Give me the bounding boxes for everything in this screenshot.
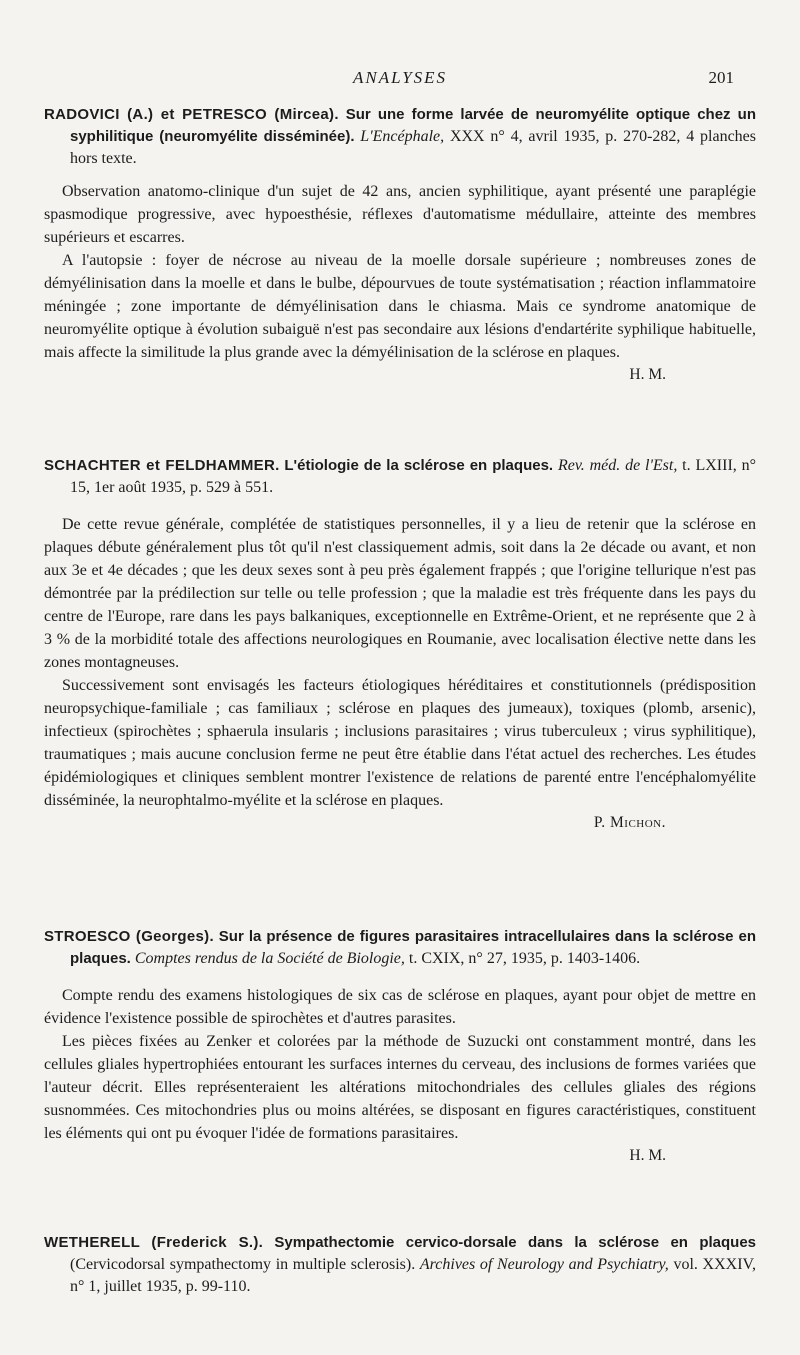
citation bbox=[44, 104, 756, 170]
citation bbox=[44, 455, 756, 499]
running-title: ANALYSES bbox=[352, 68, 448, 87]
abstract-paragraph: A l'autopsie : foyer de nécrose au niveau de la moelle dorsale supérieure ; nombreuses zones de démyélinisation dans la moelle et dans le bulbe, dépourvues de toute systématisation ; réaction inflammatoire méningée ; zone importante de démyélinisation dans le chiasma. Mais ce syndrome anatomique de neuromyélite optique à évolution subaiguë n'est pas secondaire aux lésions d'endartérite syphilique habituelle, mais affecte la similitude la plus grande avec la démyélinisation de la sclérose en plaques. bbox=[44, 252, 756, 361]
citation-journal: Rev. méd. de l'Est, bbox=[557, 457, 678, 474]
citation-details: vol. XXXIV, n° 1, juillet 1935, p. 99-110. bbox=[70, 1256, 757, 1295]
citation-journal: L'Encéphale, bbox=[360, 128, 445, 145]
citation-title: Sympathectomie cervico-dorsale dans la sclérose en plaques bbox=[274, 1234, 757, 1251]
page-number: 201 bbox=[708, 68, 734, 87]
citation-journal: Archives of Neurology and Psychiatry, bbox=[419, 1256, 669, 1273]
abstract-paragraph: Observation anatomo-clinique d'un sujet de 42 ans, ancien syphilitique, ayant présenté une paraplégie spasmodique progressive, avec hypoesthésie, réflexes d'automatisme médullaire, atteinte des membres supérieurs et escarres. bbox=[44, 183, 756, 246]
reviewer-signature: P. Michon. bbox=[593, 814, 666, 831]
citation-title: Sur la présence de figures parasitaires intracellulaires dans la sclérose en plaques. bbox=[70, 928, 757, 967]
abstract-paragraph: De cette revue générale, complétée de statistiques personnelles, il y a lieu de retenir que la sclérose en plaques débute généralement plus tôt qu'il n'est classiquement admis, soit dans la 2e décade ou avant, et non aux 3e et 4e décades ; que les deux sexes sont à peu près également frappés ; que l'origine tellurique n'est pas démontrée par la prédilection sur telle ou telle profession ; que la maladie est très fréquente dans les pays du centre de l'Europe, rare dans les pays balkaniques, exceptionnelle en Extrême-Orient, et ne représente que 2 à 3 % de la morbidité totale des affections neurologiques en Roumanie, avec localisation élective nette dans les zones montagneuses. bbox=[44, 516, 756, 671]
citation-details: XXX n° 4, avril 1935, p. 270-282, 4 planches hors texte. bbox=[70, 128, 756, 167]
citation-title: Sur une forme larvée de neuromyélite optique chez un syphilitique (neuromyélite disséminée). bbox=[70, 106, 756, 145]
abstract-entry-stroesco bbox=[44, 926, 756, 1167]
reviewer-signature: H. M. bbox=[629, 366, 666, 383]
abstract-entry-radovici bbox=[44, 104, 756, 386]
citation-details: t. LXIII, n° 15, 1er août 1935, p. 529 à 551. bbox=[70, 457, 757, 496]
abstract-paragraph: Successivement sont envisagés les facteurs étiologiques héréditaires et constitutionnels (prédisposition neuropsychique-familiale ; cas familiaux ; sclérose en plaques des jumeaux), toxiques (plomb, arsenic), infectieux (spirochètes ; sphaerula insularis ; inclusions parasitaires ; virus tuberculeux ; virus syphilitique), traumatiques ; mais aucune conclusion ferme ne peut être établie dans l'état actuel des recherches. Les études épidémiologiques et cliniques semblent montrer l'existence de relations de parenté entre l'encéphalomyélite disséminée, la neurophtalmo-myélite et la sclérose en plaques. bbox=[44, 677, 756, 809]
citation-details: t. CXIX, n° 27, 1935, p. 1403-1406. bbox=[408, 950, 641, 967]
citation-title-translation: (Cervicodorsal sympathectomy in multiple sclerosis). bbox=[70, 1256, 416, 1273]
abstract-paragraph: Les pièces fixées au Zenker et colorées par la méthode de Suzucki ont constamment montré, dans les cellules gliales hypertrophiées entourant les surfaces internes du cerveau, des inclusions de formes variées que l'auteur décrit. Elles représenteraient les altérations mitochondriales des cellules gliales des régions susnommées. Ces mitochondries plus ou moins altérées, se disposant en figures caractéristiques, constituent les éléments qui ont pu évoquer l'idée de formations parasitaires. bbox=[44, 1033, 756, 1142]
abstract-paragraph: Compte rendu des examens histologiques de six cas de sclérose en plaques, ayant pour objet de mettre en évidence l'existence possible de spirochètes et d'autres parasites. bbox=[44, 987, 756, 1027]
citation-authors: WETHERELL (Frederick S.). bbox=[44, 1234, 264, 1251]
citation-authors: STROESCO (Georges). bbox=[44, 928, 214, 945]
citation-title: L'étiologie de la sclérose en plaques. bbox=[284, 457, 554, 474]
reviewer-signature: H. M. bbox=[629, 1147, 666, 1164]
abstract-entry-wetherell bbox=[44, 1232, 756, 1298]
citation bbox=[44, 926, 756, 970]
citation-authors: SCHACHTER et FELDHAMMER. bbox=[44, 457, 280, 474]
abstract-entry-schachter bbox=[44, 455, 756, 834]
citation-authors: RADOVICI (A.) et PETRESCO (Mircea). bbox=[44, 106, 339, 123]
page-header bbox=[0, 66, 800, 90]
citation bbox=[44, 1232, 756, 1298]
citation-journal: Comptes rendus de la Société de Biologie, bbox=[134, 950, 405, 967]
